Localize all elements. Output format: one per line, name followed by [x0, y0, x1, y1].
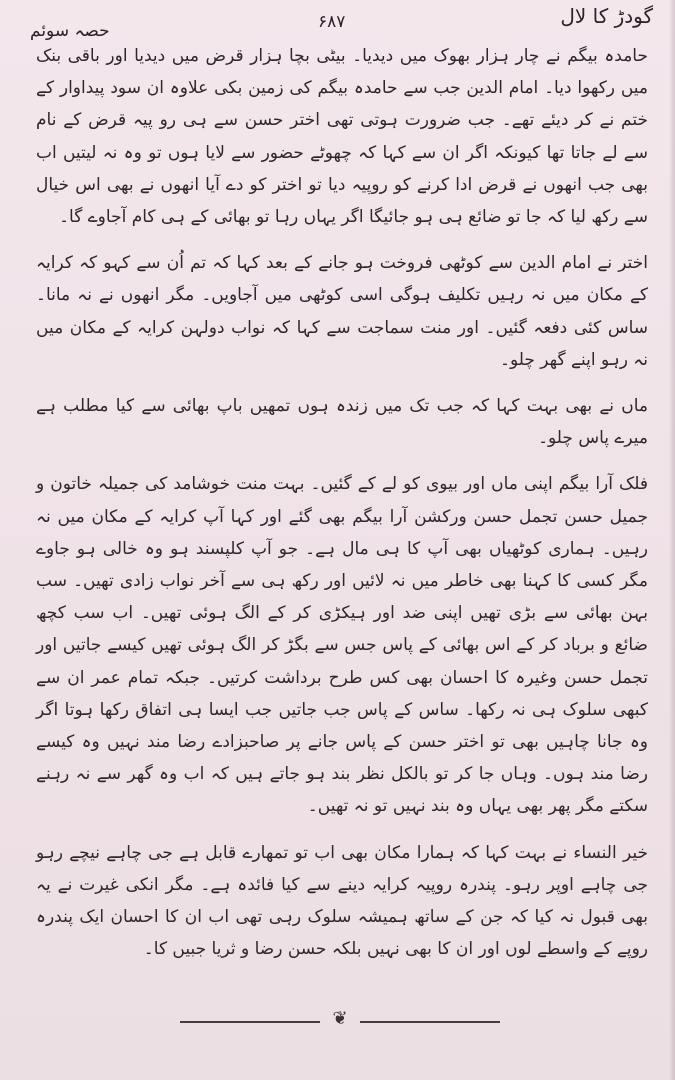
paragraph: فلک آرا بیگم اپنی ماں اور بیوی کو لے کے گئیں۔ بہت منت خوشامد کی جمیلہ خاتون و جمیل حسن تجمل حسن ورکشن آرا بیگم بھی گئے اور کہا آپ کرایہ کے مکان میں نہ رہیں۔ ہماری کوٹھیاں بھی آپ کا ہی مال ہے۔ جو آپ کلپسند ہو وہ خالی ہو جاوے مگر کسی کا کہنا بھی خاطر میں نہ لائیں اور رکھ ہی سے آخر نواب زادی تھیں۔ سب بہن بھائی سے بڑی تھیں اپنی ضد اور ہیکڑی کر کے الگ ہوئی تھیں۔ اب سب کچھ ضائع و برباد کر کے اس بھائی کے پاس جس سے بگڑ کر الگ ہوئی تھیں کیسے جاتیں اور تجمل حسن وغیرہ کا احسان بھی کس طرح برداشت کرتیں۔ جبکہ تمام عمر ان سے کبھی سلوک ہی نہ رکھا۔ ساس کے پاس جب جاتیں جب ایسا ہی اتفاق رکھا ہوتا اگر وہ جانا چاہیں بھی تو اختر حسن کے پاس جانے پر صاحبزادے رضا مند نہیں وہ کیسے رضا مند ہوں۔ وہاں جا کر تو بالکل نظر بند ہو جاتے ہیں کہ اب وہ گھر سے نہ رہنے سکتے مگر پھر بھی یہاں وہ بند نہیں تو نہ تھیں۔	[36, 474, 648, 817]
paragraph: ماں نے بھی بہت کہا کہ جب تک میں زندہ ہوں تمھیں باپ بھائی سے کیا مطلب ہے میرے پاس چلو۔	[36, 396, 648, 449]
paragraph: خیر النساء نے بہت کہا کہ ہمارا مکان بھی اب تو تمھارے قابل ہے جی چاہے نیچے رہو جی چاہے اوپر رہو۔ پندرہ روپیہ کرایہ دینے سے کیا فائدہ ہے۔ مگر انکی غیرت نے یہ بھی قبول نہ کیا کہ جن کے ساتھ ہمیشہ سلوک رہی تھی اب ان کا احسان ایک پندرہ روپے کے واسطے لوں اور ان کا بھی نہیں بلکہ حسن رضا و ثریا جبیں کا۔	[36, 842, 648, 960]
end-ornament	[180, 1010, 500, 1034]
book-title: گودڑ کا لال	[560, 4, 653, 28]
flourish-icon: ❦	[332, 1008, 348, 1029]
page-body	[36, 40, 648, 979]
paragraph: اختر نے امام الدین سے کوٹھی فروخت ہو جانے کے بعد کہا کہ تم اُن سے کہو کہ کرایہ کے مکان میں نہ رہیں تکلیف ہوگی اسی کوٹھی میں آجاویں۔ مگر انھوں نے نہ مانا۔ ساس کئی دفعہ گئیں۔ اور منت سماجت سے کہا کہ نواب دولہن کرایہ کے مکان میں نہ رہو اپنے گھر چلو۔	[36, 253, 648, 370]
section-label: حصہ سوئم	[30, 21, 110, 41]
page-number: ۶۸۷	[318, 12, 346, 32]
ornament-rule-left	[180, 1021, 320, 1023]
ornament-rule-right	[360, 1021, 500, 1023]
page-edge-shadow	[669, 0, 675, 1080]
paragraph: حامدہ بیگم نے چار ہزار بھوک میں دیدیا۔ بیٹی بچا ہزار قرض میں دیدیا اور باقی بنک میں رکھوا دیا۔ امام الدین جب سے حامدہ بیگم کی زمین بکی علاوہ ان سود پیداوار کے ختم نے کر دیئے تھے۔ جب ضرورت ہوتی تھی اختر حسن سے ہی رو پیہ قرض کے نام سے لے جاتا تھا کیونکہ اگر ان سے کہا کہ چھوٹے حضور سے لایا ہوں تو وہ نہ لیتیں اب بھی جب انھوں نے قرض ادا کرنے کو روپیہ دیا تو اختر کو دے آیا انھوں نے بھی اس خیال سے رکھ لیا کہ جا تو ضائع ہی ہو جائیگا اگر یہاں رہا تو بھائی کے ہی کام آجاوے گا۔	[36, 46, 648, 228]
